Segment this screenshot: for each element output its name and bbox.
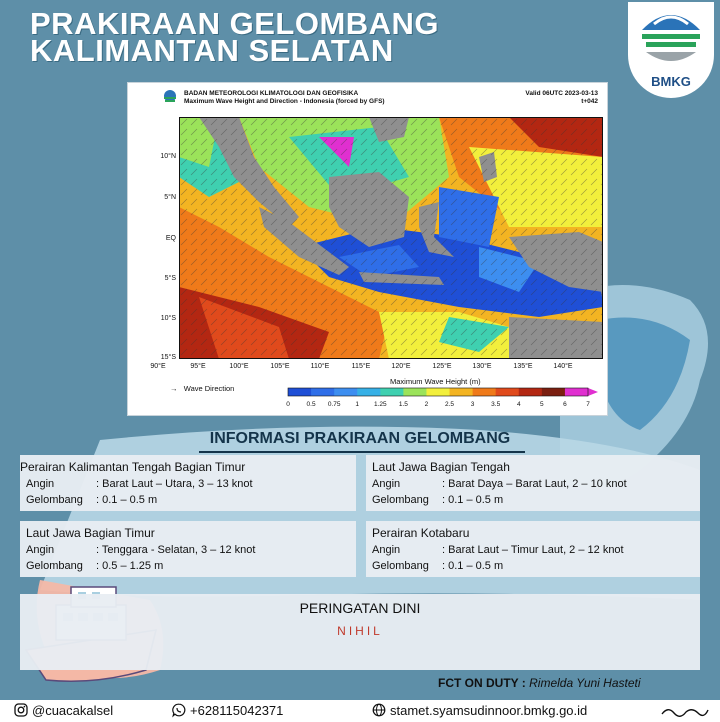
colorbar-tick-label: 7 [586, 401, 590, 408]
page-title [30, 6, 440, 68]
wave-direction-legend: → Wave Direction [170, 384, 235, 393]
map-header-left: BADAN METEOROLOGI KLIMATOLOGI DAN GEOFISIKA Maximum Wave Height and Direction - Indonesia (forced by GFS) [184, 90, 385, 105]
wind-label: Angin [372, 544, 401, 556]
colorbar-tick-label: 2 [424, 401, 429, 408]
early-warning-box [20, 594, 700, 670]
instagram-icon [14, 703, 28, 717]
colorbar-extend-arrow [588, 388, 598, 396]
globe-icon [372, 703, 386, 717]
colorbar-segment [380, 388, 404, 396]
colorbar-tick-label: 0.75 [327, 401, 341, 408]
wave-map-card [127, 82, 608, 416]
wind-label: Angin [26, 544, 55, 556]
colorbar-tick-label: 2.5 [445, 401, 455, 408]
lon-label: 105°E [270, 363, 290, 370]
colorbar-segment [357, 388, 381, 396]
area-card-kalteng-timur [20, 455, 356, 511]
colorbar-title: Maximum Wave Height (m) [390, 377, 481, 386]
lon-label: 110°E [310, 363, 330, 370]
colorbar-tick-label: 3 [470, 401, 475, 408]
colorbar-segment [542, 388, 566, 396]
footer-instagram[interactable]: @cuacakalsel [14, 703, 113, 718]
wave-value: : 0.1 – 0.5 m [442, 494, 504, 506]
colorbar [288, 388, 610, 416]
colorbar-tick-label: 1 [355, 401, 360, 408]
wave-value: : 0.1 – 0.5 m [442, 560, 504, 572]
lon-label: 130°E [472, 363, 492, 370]
colorbar-segment [403, 388, 427, 396]
wind-value: : Barat Laut – Timur Laut, 2 – 12 knot [442, 544, 624, 556]
colorbar-tick-label: 0.5 [306, 401, 316, 408]
area-card-laut-jawa-tengah [366, 455, 700, 511]
footer [0, 700, 720, 722]
wave-value: : 0.1 – 0.5 m [96, 494, 158, 506]
duty-label: FCT ON DUTY : [438, 676, 526, 690]
colorbar-segment [288, 388, 312, 396]
wave-height-field [179, 117, 603, 359]
bmkg-logo [628, 2, 714, 98]
lat-label: 10°N [160, 153, 176, 160]
title-line-1: PRAKIRAAN GELOMBANG [30, 6, 440, 41]
area-card-kotabaru [366, 521, 700, 577]
colorbar-tick-label: 6 [563, 401, 567, 408]
title-line-2: KALIMANTAN SELATAN [30, 33, 394, 68]
lon-label: 95°E [190, 363, 206, 370]
lat-label: EQ [165, 235, 176, 242]
info-title-underline [199, 451, 525, 453]
wave-label: Gelombang [372, 560, 429, 572]
forecaster-on-duty [438, 676, 641, 690]
colorbar-segment [311, 388, 335, 396]
lat-label: 5°N [164, 194, 176, 201]
lat-label: 5°S [164, 275, 176, 282]
colorbar-tick-label: 0 [286, 401, 290, 408]
wind-label: Angin [26, 478, 55, 490]
colorbar-segment [473, 388, 497, 396]
area-name: Laut Jawa Bagian Timur [26, 526, 155, 540]
area-card-laut-jawa-timur [20, 521, 356, 577]
colorbar-segment [565, 388, 589, 396]
colorbar-segment [334, 388, 358, 396]
wave-label: Gelombang [26, 560, 83, 572]
bmkg-mini-logo-icon [162, 89, 178, 107]
lon-label: 120°E [391, 363, 411, 370]
colorbar-tick-label: 5 [540, 401, 544, 408]
map-header-right: Valid 06UTC 2023-03-13 t+042 [525, 90, 598, 105]
colorbar-tick-label: 4 [516, 401, 521, 408]
warning-value: NIHIL [337, 624, 383, 638]
info-title: INFORMASI PRAKIRAAN GELOMBANG [209, 430, 511, 447]
warning-title: PERINGATAN DINI [299, 600, 421, 616]
wave-label: Gelombang [26, 494, 83, 506]
wave-label: Gelombang [372, 494, 429, 506]
logo-text: BMKG [651, 74, 691, 89]
arrow-right-icon: → [170, 384, 178, 393]
wave-map [179, 117, 603, 364]
lat-label: 15°S [160, 354, 176, 361]
colorbar-segment [426, 388, 450, 396]
lon-label: 115°E [351, 363, 371, 370]
lon-label: 90°E [150, 363, 166, 370]
wind-value: : Barat Daya – Barat Laut, 2 – 10 knot [442, 478, 627, 490]
wind-value: : Tenggara - Selatan, 3 – 12 knot [96, 544, 256, 556]
duty-name: Rimelda Yuni Hasteti [529, 676, 641, 690]
lon-label: 140°E [553, 363, 573, 370]
signature-icon [660, 704, 710, 718]
bmkg-emblem-icon [628, 2, 714, 72]
area-name: Laut Jawa Bagian Tengah [372, 460, 510, 474]
wave-value: : 0.5 – 1.25 m [96, 560, 164, 572]
colorbar-tick-label: 3.5 [491, 401, 501, 408]
area-name: Perairan Kalimantan Tengah Bagian Timur [20, 460, 246, 474]
whatsapp-icon [172, 703, 186, 717]
colorbar-segment [496, 388, 520, 396]
lon-label: 100°E [229, 363, 249, 370]
lon-label: 125°E [432, 363, 452, 370]
colorbar-tick-label: 1.5 [398, 401, 408, 408]
colorbar-segment [519, 388, 543, 396]
lon-label: 135°E [513, 363, 533, 370]
wind-value: : Barat Laut – Utara, 3 – 13 knot [96, 478, 253, 490]
lat-label: 10°S [160, 315, 176, 322]
footer-website[interactable]: stamet.syamsudinnoor.bmkg.go.id [372, 703, 587, 718]
wind-label: Angin [372, 478, 401, 490]
area-name: Perairan Kotabaru [372, 526, 470, 540]
colorbar-segment [450, 388, 474, 396]
colorbar-tick-label: 1.25 [373, 401, 387, 408]
footer-whatsapp[interactable]: +628115042371 [172, 703, 283, 718]
